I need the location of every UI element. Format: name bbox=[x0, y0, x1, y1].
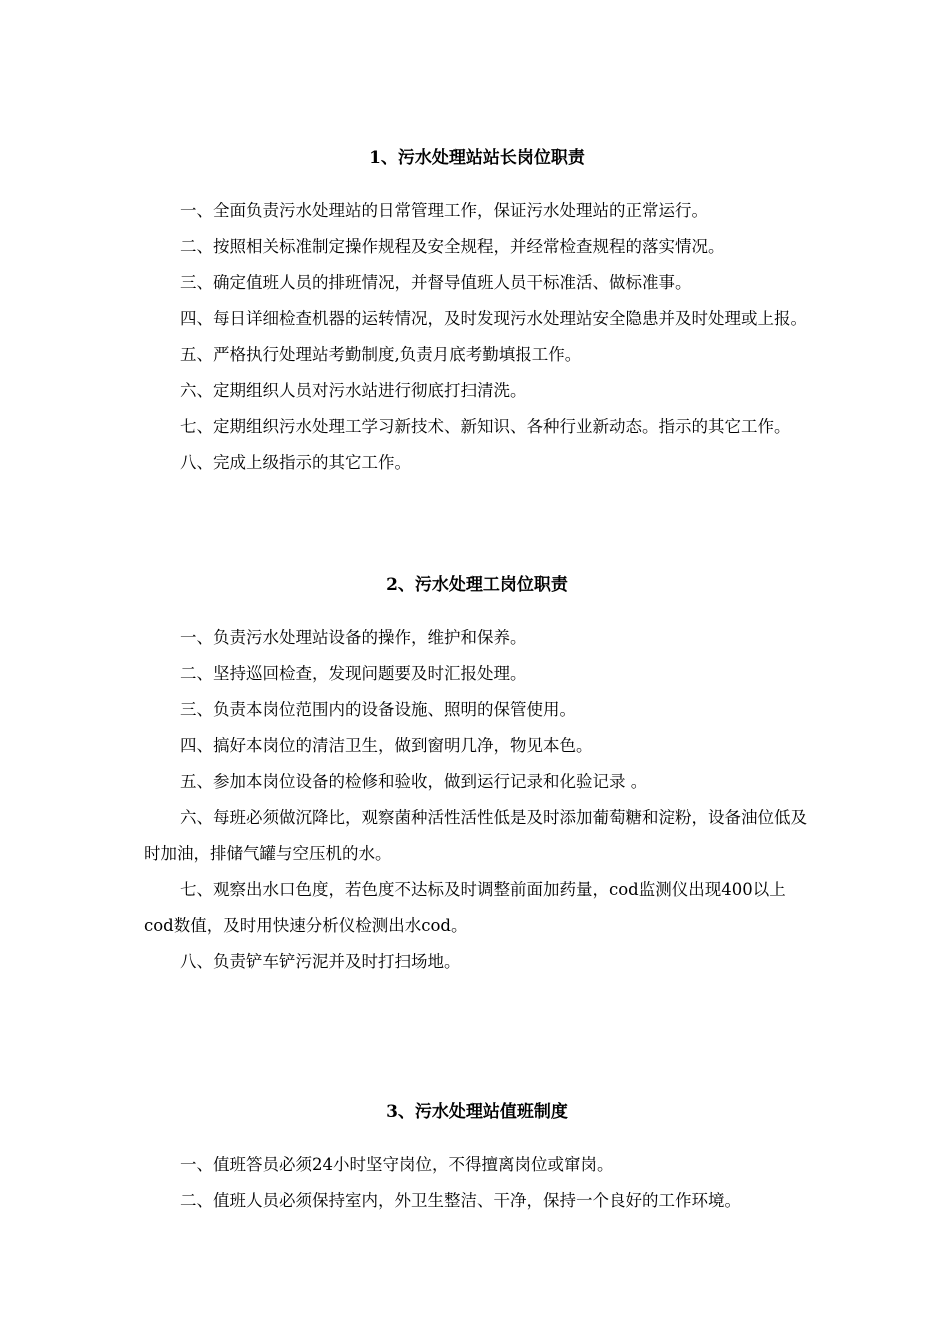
section-1-item-5: 五、严格执行处理站考勤制度,负责月底考勤填报工作。 bbox=[180, 345, 582, 364]
section-2-item-2: 二、坚持巡回检查，发现问题要及时汇报处理。 bbox=[180, 664, 527, 683]
section-1-item-1: 一、全面负责污水处理站的日常管理工作，保证污水处理站的正常运行。 bbox=[180, 201, 708, 220]
section-1-item-7: 七、定期组织污水处理工学习新技术、新知识、各种行业新动态。指示的其它工作。 bbox=[180, 417, 791, 436]
section-1-item-4: 四、每日详细检查机器的运转情况，及时发现污水处理站安全隐患并及时处理或上报。 bbox=[180, 309, 807, 328]
section-2-item-7: 七、观察出水口色度，若色度不达标及时调整前面加药量，cod监测仪出现400以上cod数值，及时用快速分析仪检测出水cod。 bbox=[144, 880, 786, 935]
section-2-item-4: 四、搞好本岗位的清洁卫生，做到窗明几净，物见本色。 bbox=[180, 736, 593, 755]
section-2 bbox=[144, 573, 810, 980]
section-2-item-6: 六、每班必须做沉降比，观察菌种活性活性低是及时添加葡萄糖和淀粉，设备油位低及时加油，排储气罐与空压机的水。 bbox=[144, 808, 807, 863]
section-2-title: 2、污水处理工岗位职责 bbox=[386, 575, 568, 595]
section-1-item-2: 二、按照相关标准制定操作规程及安全规程，并经常检查规程的落实情况。 bbox=[180, 237, 725, 256]
section-1 bbox=[144, 146, 810, 481]
section-1-item-3: 三、确定值班人员的排班情况，并督导值班人员干标准活、做标准事。 bbox=[180, 273, 692, 292]
section-2-item-1: 一、负责污水处理站设备的操作，维护和保养。 bbox=[180, 628, 527, 647]
section-2-item-8: 八、负责铲车铲污泥并及时打扫场地。 bbox=[180, 952, 461, 971]
section-1-title: 1、污水处理站站长岗位职责 bbox=[369, 148, 585, 168]
section-2-item-3: 三、负责本岗位范围内的设备设施、照明的保管使用。 bbox=[180, 700, 576, 719]
section-3 bbox=[144, 1100, 810, 1219]
section-1-item-6: 六、定期组织人员对污水站进行彻底打扫清洗。 bbox=[180, 381, 527, 400]
section-3-item-2: 二、值班人员必须保持室内，外卫生整洁、干净，保持一个良好的工作环境。 bbox=[180, 1191, 741, 1210]
section-3-title: 3、污水处理站值班制度 bbox=[386, 1102, 568, 1122]
section-2-item-5: 五、参加本岗位设备的检修和验收，做到运行记录和化验记录 。 bbox=[180, 772, 648, 791]
section-3-item-1: 一、值班答员必须24小时坚守岗位，不得擅离岗位或窜岗。 bbox=[180, 1155, 614, 1174]
section-1-item-8: 八、完成上级指示的其它工作。 bbox=[180, 453, 411, 472]
